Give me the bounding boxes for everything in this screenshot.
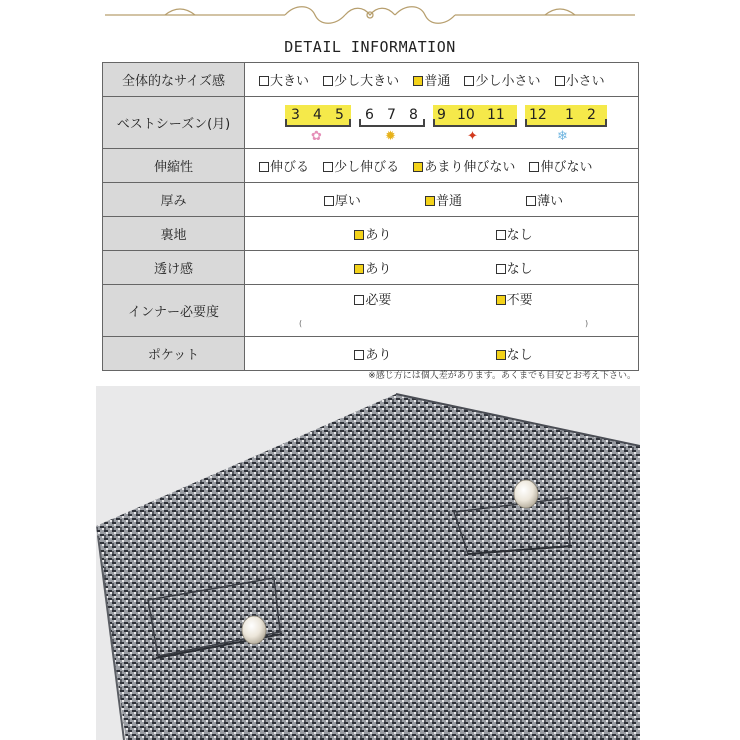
- row-value: [245, 149, 639, 183]
- option: 少し伸びる: [323, 156, 399, 175]
- checkbox-checked-icon: [413, 162, 423, 172]
- option-selected: あまり伸びない: [413, 156, 515, 175]
- row-value: [245, 217, 639, 251]
- disclaimer-note: ※感じ方には個人差があります。あくまでも目安とお考え下さい。: [368, 371, 636, 381]
- row-lining: [103, 217, 639, 251]
- option: 小さい: [555, 70, 605, 89]
- row-value: [245, 285, 639, 337]
- season-spring: 3 4 5: [285, 105, 351, 127]
- checkbox-icon: [259, 162, 269, 172]
- option: あり: [354, 344, 391, 363]
- row-pocket: [103, 337, 639, 371]
- detail-spec-table: [102, 62, 639, 371]
- row-value: [245, 63, 639, 97]
- option: 少し小さい: [464, 70, 540, 89]
- row-label: 厚み: [103, 183, 245, 217]
- row-value: [245, 97, 639, 149]
- checkbox-icon: [555, 76, 565, 86]
- option: 厚い: [324, 190, 361, 209]
- option-selected: 普通: [425, 190, 462, 209]
- row-label: ポケット: [103, 337, 245, 371]
- row-value: [245, 337, 639, 371]
- maple-leaf-icon: ✦: [467, 128, 478, 144]
- checkbox-icon: [324, 196, 334, 206]
- option-selected: 不要: [496, 289, 533, 308]
- checkbox-checked-icon: [354, 230, 364, 240]
- flower-icon: ✿: [311, 128, 322, 144]
- option: なし: [496, 258, 533, 277]
- row-season: [103, 97, 639, 149]
- row-size: [103, 63, 639, 97]
- checkbox-icon: [496, 264, 506, 274]
- season-summer: 6 7 8: [359, 105, 425, 127]
- paren-close: ): [585, 319, 589, 328]
- pearl-button-icon: [514, 480, 538, 508]
- row-value: [245, 251, 639, 285]
- checkbox-icon: [526, 196, 536, 206]
- season-winter: 12 1 2: [525, 105, 607, 127]
- checkbox-icon: [496, 230, 506, 240]
- row-label: ベストシーズン(月): [103, 97, 245, 149]
- season-autumn: 9 10 11: [433, 105, 517, 127]
- row-thickness: [103, 183, 639, 217]
- pearl-button-icon: [242, 616, 266, 644]
- checkbox-icon: [354, 295, 364, 305]
- fabric-detail-photo: [96, 386, 640, 740]
- sunflower-icon: ✹: [385, 128, 396, 144]
- option: 必要: [354, 289, 391, 308]
- row-label: インナー必要度: [103, 285, 245, 337]
- checkbox-icon: [529, 162, 539, 172]
- option-selected: あり: [354, 224, 391, 243]
- option-selected: あり: [354, 258, 391, 277]
- row-stretch: [103, 149, 639, 183]
- option: 伸びない: [529, 156, 592, 175]
- checkbox-icon: [464, 76, 474, 86]
- option: 少し大きい: [323, 70, 399, 89]
- decorative-ornament-divider: [105, 4, 635, 26]
- row-inner: [103, 285, 639, 337]
- checkbox-checked-icon: [413, 76, 423, 86]
- row-value: [245, 183, 639, 217]
- checkbox-icon: [354, 350, 364, 360]
- checkbox-checked-icon: [354, 264, 364, 274]
- option: なし: [496, 224, 533, 243]
- row-label: 全体的なサイズ感: [103, 63, 245, 97]
- checkbox-icon: [323, 162, 333, 172]
- row-label: 裏地: [103, 217, 245, 251]
- checkbox-icon: [323, 76, 333, 86]
- option: 大きい: [259, 70, 309, 89]
- paren-open: (: [299, 319, 303, 328]
- option: 伸びる: [259, 156, 309, 175]
- row-label: 透け感: [103, 251, 245, 285]
- checkbox-checked-icon: [425, 196, 435, 206]
- row-sheer: [103, 251, 639, 285]
- checkbox-checked-icon: [496, 350, 506, 360]
- snowflake-icon: ❄: [557, 128, 568, 144]
- option: 薄い: [526, 190, 563, 209]
- checkbox-icon: [259, 76, 269, 86]
- option-selected: なし: [496, 344, 533, 363]
- page-title: DETAIL INFORMATION: [284, 38, 456, 56]
- row-label: 伸縮性: [103, 149, 245, 183]
- option-selected: 普通: [413, 70, 450, 89]
- checkbox-checked-icon: [496, 295, 506, 305]
